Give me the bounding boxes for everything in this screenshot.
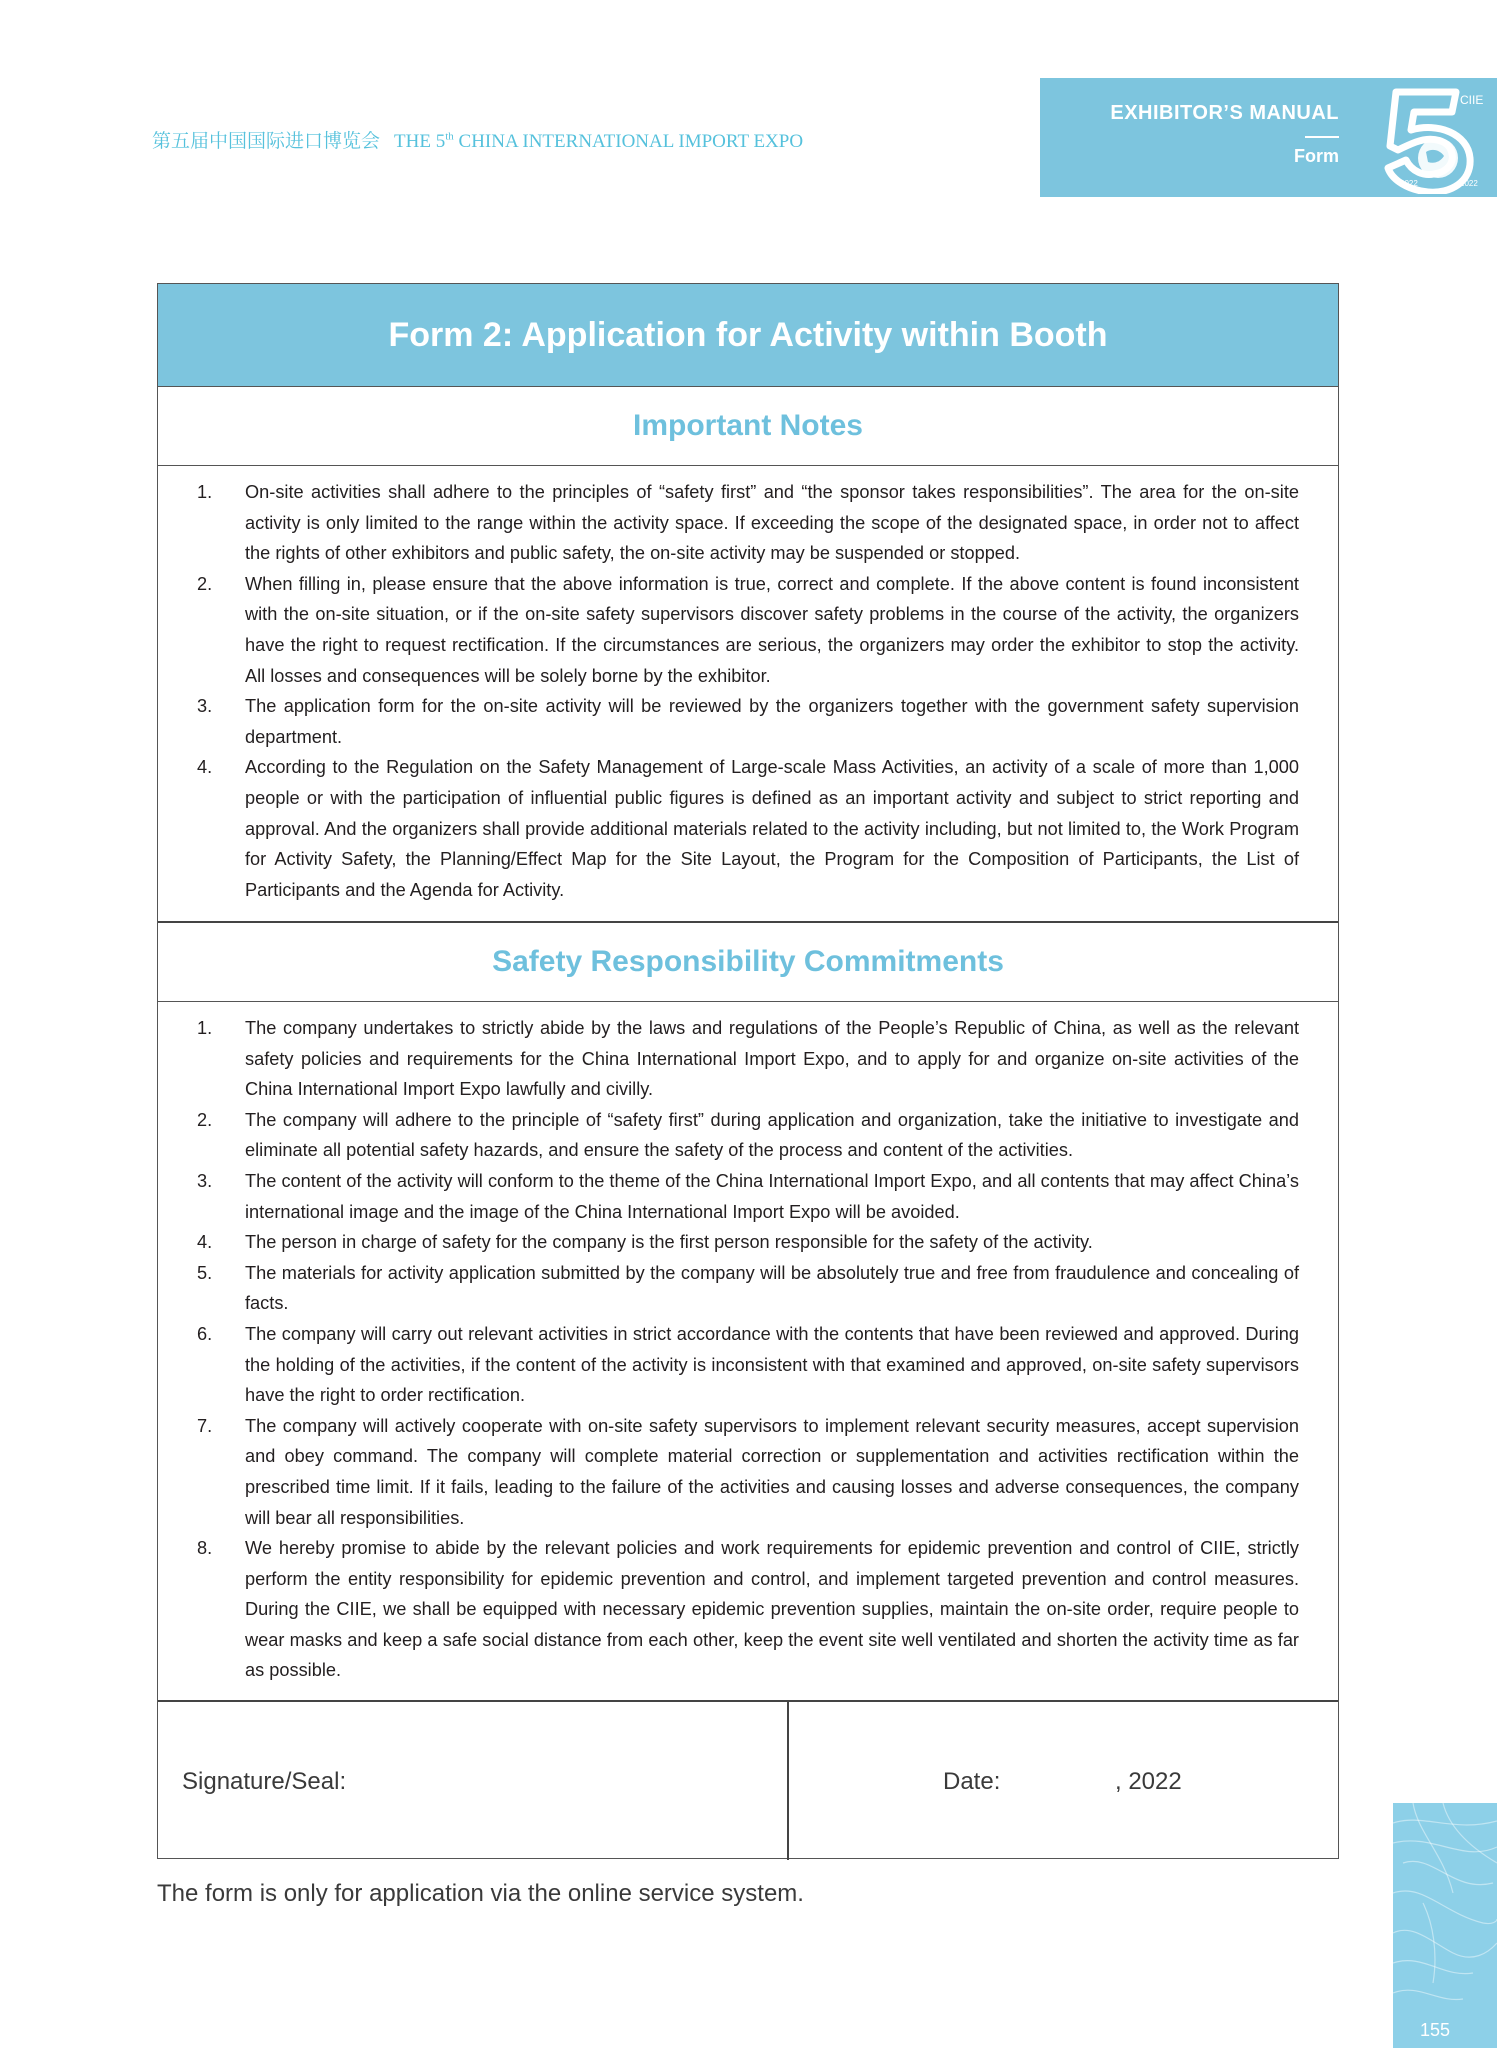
manual-banner <box>1040 78 1497 197</box>
commitment-item-number: 2. <box>197 1109 213 1130</box>
commitment-item-text: The materials for activity application submitted by the company will be absolutely true and free from fraudulence and concealing of facts. <box>245 1262 1299 1314</box>
commitment-item-text: The person in charge of safety for the company is the first person responsible for the safety of the activity. <box>245 1232 1093 1253</box>
commitment-item-text: The content of the activity will conform to the theme of the China International Import Expo, and all contents that may affect China’s international image and the image of the China International Import Expo will be avoided. <box>245 1170 1299 1222</box>
safety-commitments-heading: Safety Responsibility Commitments <box>158 921 1338 1002</box>
commitment-item <box>158 1258 1338 1319</box>
date-year: , 2022 <box>1115 1768 1182 1795</box>
commitment-item <box>158 1411 1338 1533</box>
page-number: 155 <box>1420 2020 1451 2040</box>
commitment-item-text: The company will actively cooperate with on-site safety supervisors to implement relevant security measures, accept supervision and obey command. The company will complete material correction or supplementation and activities rectification within the prescribed time limit. If it fails, leading to the failure of the activities and causing losses and adverse consequences, the company will bear all responsibilities. <box>245 1415 1299 1528</box>
commitment-item-number: 5. <box>197 1262 213 1283</box>
header-title-en <box>394 131 803 152</box>
signature-label: Signature/Seal: <box>182 1768 347 1795</box>
commitment-item-number: 8. <box>197 1538 213 1559</box>
note-item <box>158 752 1338 905</box>
decorative-pattern-icon <box>1393 1803 1497 2048</box>
note-item-text: The application form for the on-site activity will be reviewed by the organizers together with the government safety supervision department. <box>245 696 1299 747</box>
note-item-number: 1. <box>197 482 213 502</box>
important-notes-list <box>158 477 1338 905</box>
commitment-item <box>158 1013 1338 1105</box>
note-item-text: According to the Regulation on the Safety Management of Large-scale Mass Activities, an activity of a scale of more than 1,000 people or with the participation of influential public figures is defined as an important activity and subject to strict reporting and approval. And the organizers shall provide additional materials related to the activity including, but not limited to, the Work Program for Activity Safety, the Planning/Effect Map for the Site Layout, the Program for the Composition of Participants, the List of Participants and the Agenda for Activity. <box>245 757 1299 900</box>
note-item-text: When filling in, please ensure that the above information is true, correct and complete. If the above content is found inconsistent with the on-site situation, or if the on-site safety supervisors discover safety problems in the course of the activity, the organizers have the right to request rectification. If the circumstances are serious, the organizers may order the exhibitor to stop the activity. All losses and consequences will be solely borne by the exhibitor. <box>245 573 1299 686</box>
note-item-number: 3. <box>197 696 213 717</box>
commitment-item <box>158 1166 1338 1227</box>
corner-decoration <box>1393 1803 1497 2048</box>
signature-row <box>158 1700 1338 1860</box>
header-title-cn: 第五届中国国际进口博览会 <box>152 131 381 152</box>
commitment-item <box>158 1319 1338 1411</box>
safety-commitments-list <box>158 1013 1338 1686</box>
banner-divider <box>1305 136 1339 138</box>
commitment-item-number: 4. <box>197 1232 213 1253</box>
commitment-item-number: 1. <box>197 1018 213 1038</box>
commitment-item-text: The company will adhere to the principle of “safety first” during application and organization, take the initiative to investigate and eliminate all potential safety hazards, and ensure the safety of the process and content of the activities. <box>245 1109 1299 1161</box>
note-item <box>158 477 1338 569</box>
commitment-item <box>158 1533 1338 1686</box>
form-footnote: The form is only for application via the online service system. <box>157 1880 804 1907</box>
note-item <box>158 569 1338 691</box>
note-item-number: 4. <box>197 757 213 778</box>
commitment-item-text: We hereby promise to abide by the relevant policies and work requirements for epidemic prevention and control of CIIE, strictly perform the entity responsibility for epidemic prevention and control, and implement targeted prevention and control measures. During the CIIE, we shall be equipped with necessary epidemic prevention supplies, maintain the on-site order, require people to wear masks and keep a safe social distance from each other, keep the event site well ventilated and shorten the activity time as far as possible. <box>245 1538 1299 1681</box>
commitment-item-number: 3. <box>197 1170 213 1191</box>
signature-divider <box>787 1702 789 1860</box>
ciie-5-logo-icon <box>1378 82 1493 194</box>
logo-year-right: 2022 <box>1460 179 1478 188</box>
note-item-number: 2. <box>197 573 213 594</box>
header-title-en-sup: th <box>445 130 454 143</box>
commitment-item-text: The company undertakes to strictly abide by the laws and regulations of the People’s Republic of China, as well as the relevant safety policies and requirements for the China International Import Expo, and to apply for and organize on-site activities of the China International Import Expo lawfully and civilly. <box>245 1018 1299 1100</box>
manual-section: Form <box>1294 146 1339 166</box>
note-item-text: On-site activities shall adhere to the principles of “safety first” and “the sponsor takes responsibilities”. The area for the on-site activity is only limited to the range within the activity space. If exceeding the scope of the designated space, in order not to affect the rights of other exhibitors and public safety, the on-site activity may be suspended or stopped. <box>245 482 1299 564</box>
commitment-item-number: 7. <box>197 1415 213 1436</box>
running-header <box>152 126 803 153</box>
note-item <box>158 691 1338 752</box>
logo-text: CIIE <box>1460 93 1484 107</box>
date-label: Date: <box>943 1768 1001 1795</box>
header-title-en-rest: CHINA INTERNATIONAL IMPORT EXPO <box>453 131 804 152</box>
logo-year-left: 2022 <box>1400 179 1418 188</box>
commitment-item-text: The company will carry out relevant activities in strict accordance with the contents that have been reviewed and approved. During the holding of the activities, if the content of the activity is inconsistent with that examined and approved, on-site safety supervisors have the right to order rectification. <box>245 1323 1299 1406</box>
header-title-en-prefix: THE 5 <box>394 131 446 152</box>
important-notes-heading: Important Notes <box>158 387 1338 466</box>
commitment-item <box>158 1227 1338 1258</box>
application-form <box>157 283 1339 1859</box>
commitment-item <box>158 1105 1338 1166</box>
form-title: Form 2: Application for Activity within Booth <box>158 284 1338 387</box>
commitment-item-number: 6. <box>197 1323 213 1344</box>
manual-title: EXHIBITOR’S MANUAL <box>1110 102 1339 124</box>
